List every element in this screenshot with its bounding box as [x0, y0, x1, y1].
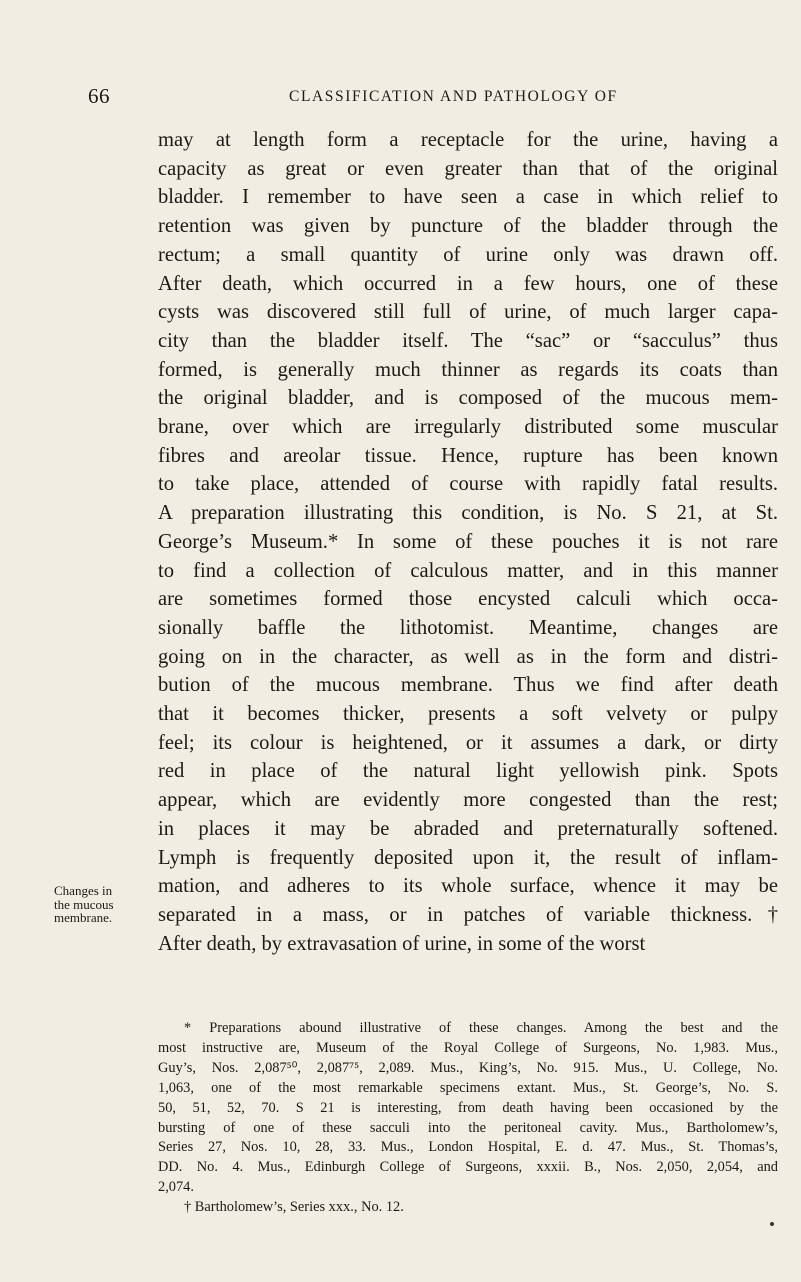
body-text — [158, 126, 778, 958]
margin-note — [54, 884, 164, 925]
margin-note-line: the mucous — [54, 896, 114, 912]
page-number: 66 — [88, 84, 110, 108]
body-line: After death, which occurred in a few hours, one of these — [158, 272, 778, 295]
body-line: going on in the character, as well as in the form and distri- — [158, 645, 778, 668]
body-line: that it becomes thicker, presents a soft velvety or pulpy — [158, 703, 778, 726]
body-line: fibres and areolar tissue. Hence, rupture has been known — [158, 444, 778, 467]
body-line: the original bladder, and is composed of the mucous mem- — [158, 387, 778, 410]
body-line: rectum; a small quantity of urine only was drawn off. — [158, 243, 778, 266]
footnote-line: † Bartholomew’s, Series xxx., No. 12. — [184, 1199, 404, 1216]
footnotes — [158, 1019, 778, 1218]
footnote-line: bursting of one of these sacculi into the peritoneal cavity. Mus., Bartholomew’s, — [158, 1119, 778, 1136]
margin-note-line: membrane. — [54, 910, 113, 925]
margin-note-line: Changes in — [54, 883, 113, 898]
body-line: city than the bladder itself. The “sac” or “sacculus” thus — [158, 329, 778, 352]
body-line: cysts was discovered still full of urine, of much larger capa- — [158, 301, 778, 324]
body-line: retention was given by puncture of the bladder through the — [158, 215, 778, 238]
body-line: feel; its colour is heightened, or it assumes a dark, or dirty — [158, 731, 778, 754]
footnote-line: 1,063, one of the most remarkable specimens extant. Mus., St. George’s, No. S. — [158, 1079, 778, 1096]
body-line: may at length form a receptacle for the urine, having a — [158, 129, 778, 151]
body-line: formed, is generally much thinner as regards its coats than — [158, 358, 778, 381]
footnote-line: 2,074. — [158, 1179, 194, 1196]
footnote-line: 50, 51, 52, 70. S 21 is interesting, from death having been occasioned by the — [158, 1099, 778, 1116]
body-line: sionally baffle the lithotomist. Meantime, changes are — [158, 616, 778, 639]
footnote-line: Series 27, Nos. 10, 28, 33. Mus., London Hospital, E. d. 47. Mus., St. Thomas’s, — [158, 1139, 778, 1156]
body-line: bution of the mucous membrane. Thus we find after death — [158, 674, 778, 697]
page-header — [0, 84, 801, 114]
body-line: Lymph is frequently deposited upon it, the result of inflam- — [158, 846, 778, 869]
footnote-line: Guy’s, Nos. 2,087⁵⁰, 2,087⁷⁵, 2,089. Mus., King’s, No. 915. Mus., U. College, No. — [158, 1059, 778, 1076]
body-line: A preparation illustrating this condition, is No. S 21, at St. — [158, 502, 778, 525]
running-head: CLASSIFICATION AND PATHOLOGY OF — [289, 88, 618, 105]
print-speck — [770, 1222, 774, 1226]
footnote-line: DD. No. 4. Mus., Edinburgh College of Surgeons, xxxii. B., Nos. 2,050, 2,054, and — [158, 1159, 778, 1176]
footnote-line: * Preparations abound illustrative of these changes. Among the best and the — [184, 1020, 778, 1036]
body-line: brane, over which are irregularly distributed some muscular — [158, 416, 778, 439]
body-line: separated in a mass, or in patches of variable thickness.† — [158, 903, 778, 926]
body-line: red in place of the natural light yellowish pink. Spots — [158, 760, 778, 783]
body-line: mation, and adheres to its whole surface, whence it may be — [158, 875, 778, 898]
body-line: to find a collection of calculous matter, and in this manner — [158, 559, 778, 582]
footnote-line: most instructive are, Museum of the Royal College of Surgeons, No. 1,983. Mus., — [158, 1039, 778, 1056]
body-line: George’s Museum.* In some of these pouches it is not rare — [158, 530, 778, 553]
body-line: are sometimes formed those encysted calculi which occa- — [158, 588, 778, 611]
body-line: in places it may be abraded and preternaturally softened. — [158, 817, 778, 840]
body-line: After death, by extravasation of urine, in some of the worst — [158, 932, 646, 955]
body-line: to take place, attended of course with rapidly fatal results. — [158, 473, 778, 496]
body-line: capacity as great or even greater than that of the original — [158, 157, 778, 180]
body-line: appear, which are evidently more congested than the rest; — [158, 789, 778, 812]
body-line: bladder. I remember to have seen a case in which relief to — [158, 186, 778, 209]
